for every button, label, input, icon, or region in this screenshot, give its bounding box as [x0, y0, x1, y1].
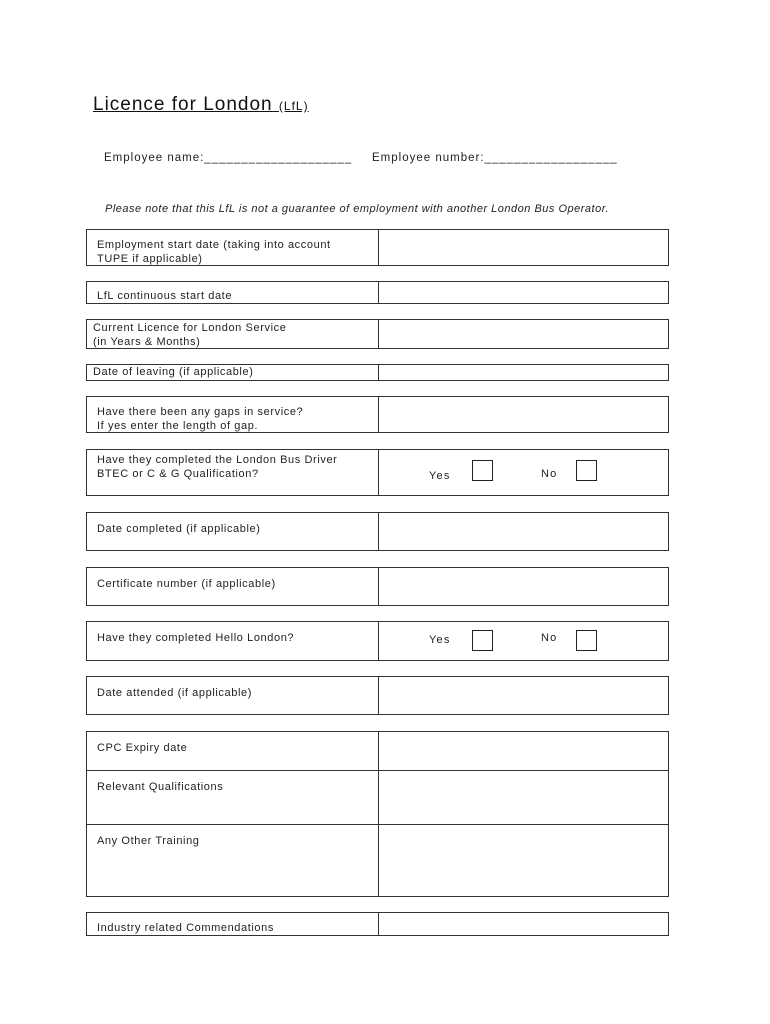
date-completed-table: [86, 512, 669, 551]
date-completed-row: [87, 513, 668, 550]
cpc-input[interactable]: [379, 732, 668, 770]
current-service-input[interactable]: [379, 320, 668, 348]
date-leaving-row: [87, 365, 668, 380]
qualifications-table: [86, 731, 669, 897]
relevant-label: Relevant Qualifications: [87, 771, 379, 824]
btec-options: [379, 450, 668, 495]
date-leaving-table: [86, 364, 669, 381]
current-service-table: [86, 319, 669, 349]
gaps-input[interactable]: [379, 397, 668, 432]
hello-london-table: [86, 621, 669, 661]
date-leaving-input[interactable]: [379, 365, 668, 380]
date-leaving-label: Date of leaving (if applicable): [87, 365, 379, 380]
current-service-row: [87, 320, 668, 348]
lfl-start-input[interactable]: [379, 282, 668, 303]
date-attended-input[interactable]: [379, 677, 668, 714]
hello-london-yes-checkbox[interactable]: [472, 630, 493, 651]
date-completed-input[interactable]: [379, 513, 668, 550]
commendations-input[interactable]: [379, 913, 668, 935]
disclaimer-note: Please note that this LfL is not a guarantee of employment with another London Bus Operator.: [105, 203, 610, 215]
employee-name-label: Employee name:____________________: [104, 152, 353, 164]
other-training-input[interactable]: [379, 825, 668, 896]
hello-london-options: [379, 622, 668, 660]
lfl-start-row: [87, 282, 668, 303]
date-attended-table: [86, 676, 669, 715]
gaps-row: [87, 397, 668, 432]
date-completed-label: Date completed (if applicable): [87, 513, 379, 550]
gaps-label: Have there been any gaps in service? If yes enter the length of gap.: [87, 397, 379, 432]
page-title-suffix: (LfL): [278, 99, 309, 113]
employment-start-label: Employment start date (taking into account TUPE if applicable): [87, 230, 379, 265]
commendations-row: [87, 913, 668, 935]
cpc-row: [87, 732, 668, 770]
current-service-label: Current Licence for London Service (in Years & Months): [87, 320, 379, 348]
employment-start-row: [87, 230, 668, 265]
certificate-input[interactable]: [379, 568, 668, 605]
certificate-table: [86, 567, 669, 606]
btec-label: Have they completed the London Bus Driver BTEC or C & G Qualification?: [87, 450, 379, 495]
employment-start-input[interactable]: [379, 230, 668, 265]
certificate-label: Certificate number (if applicable): [87, 568, 379, 605]
cpc-label: CPC Expiry date: [87, 732, 379, 770]
relevant-input[interactable]: [379, 771, 668, 824]
commendations-table: [86, 912, 669, 936]
employee-number-label: Employee number:__________________: [372, 152, 618, 164]
certificate-row: [87, 568, 668, 605]
btec-no-checkbox[interactable]: [576, 460, 597, 481]
hello-london-yes-label: Yes: [429, 634, 451, 646]
page-title: Licence for London (LfL): [93, 94, 309, 115]
btec-yes-label: Yes: [429, 470, 451, 482]
btec-row: [87, 450, 668, 495]
date-attended-label: Date attended (if applicable): [87, 677, 379, 714]
lfl-start-label: LfL continuous start date: [87, 282, 379, 303]
other-training-row: [87, 824, 668, 896]
btec-yes-checkbox[interactable]: [472, 460, 493, 481]
hello-london-label: Have they completed Hello London?: [87, 622, 379, 660]
btec-no-label: No: [541, 468, 558, 480]
btec-table: [86, 449, 669, 496]
commendations-label: Industry related Commendations: [87, 913, 379, 935]
other-training-label: Any Other Training: [87, 825, 379, 896]
hello-london-no-checkbox[interactable]: [576, 630, 597, 651]
lfl-start-table: [86, 281, 669, 304]
employment-start-table: [86, 229, 669, 266]
date-attended-row: [87, 677, 668, 714]
gaps-table: [86, 396, 669, 433]
relevant-row: [87, 770, 668, 824]
hello-london-no-label: No: [541, 632, 558, 644]
hello-london-row: [87, 622, 668, 660]
